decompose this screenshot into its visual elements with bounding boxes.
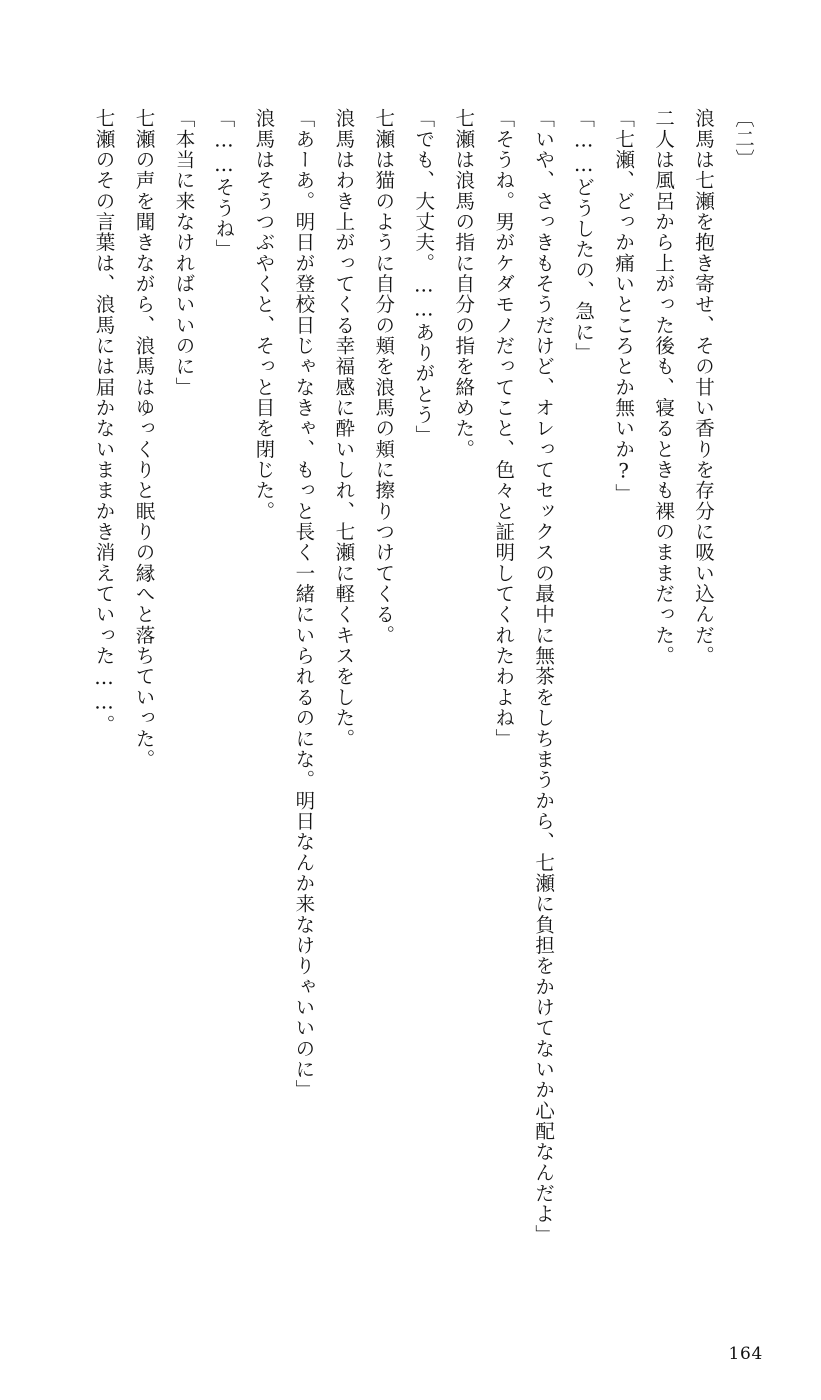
paragraph-16: 七瀬のその言葉は、浪馬には届かないままかき消えていった……。 (92, 108, 116, 736)
paragraph-15: 七瀬の声を聞きながら、浪馬はゆっくりと眠りの縁へと落ちていった。 (132, 108, 156, 770)
paragraph-10: 浪馬はわき上がってくる幸福感に酔いしれ、七瀬に軽くキスをした。 (332, 108, 356, 749)
paragraph-5: 「いや、さっきもそうだけど、オレってセックスの最中に無茶をしちまうから、七瀬に負担をかけてないか心配なんだよ」 (532, 108, 556, 1245)
paragraph-11: 「あーあ。明日が登校日じゃなきゃ、もっと長く一緒にいられるのにな。明日なんか来なけりゃいいのに」 (292, 108, 316, 1101)
page-number: 164 (728, 1344, 763, 1364)
paragraph-12: 浪馬はそうつぶやくと、そっと目を閉じた。 (252, 108, 276, 522)
paragraph-8: 「でも、大丈夫。……ありがとう」 (412, 108, 436, 446)
body-text-vertical (92, 108, 763, 1298)
paragraph-1: 浪馬は七瀬を抱き寄せ、その甘い香りを存分に吸い込んだ。 (692, 108, 716, 667)
section-marker: 〔二〕 (732, 108, 755, 170)
paragraph-4: 「……どうしたの、急に」 (572, 108, 596, 364)
paragraph-3: 「七瀬、どっか痛いところとか無いか?」 (612, 108, 636, 505)
paragraph-7: 七瀬は浪馬の指に自分の指を絡めた。 (452, 108, 476, 460)
paragraph-6: 「そうね。男がケダモノだってこと、色々と証明してくれたわよね」 (492, 108, 516, 749)
paragraph-9: 七瀬は猫のように自分の頬を浪馬の頬に擦りつけてくる。 (372, 108, 396, 646)
paragraph-13: 「……そうね」 (212, 108, 236, 260)
paragraph-14: 「本当に来なければいいのに」 (172, 108, 196, 398)
paragraph-2: 二人は風呂から上がった後も、寝るときも裸のままだった。 (652, 108, 676, 667)
